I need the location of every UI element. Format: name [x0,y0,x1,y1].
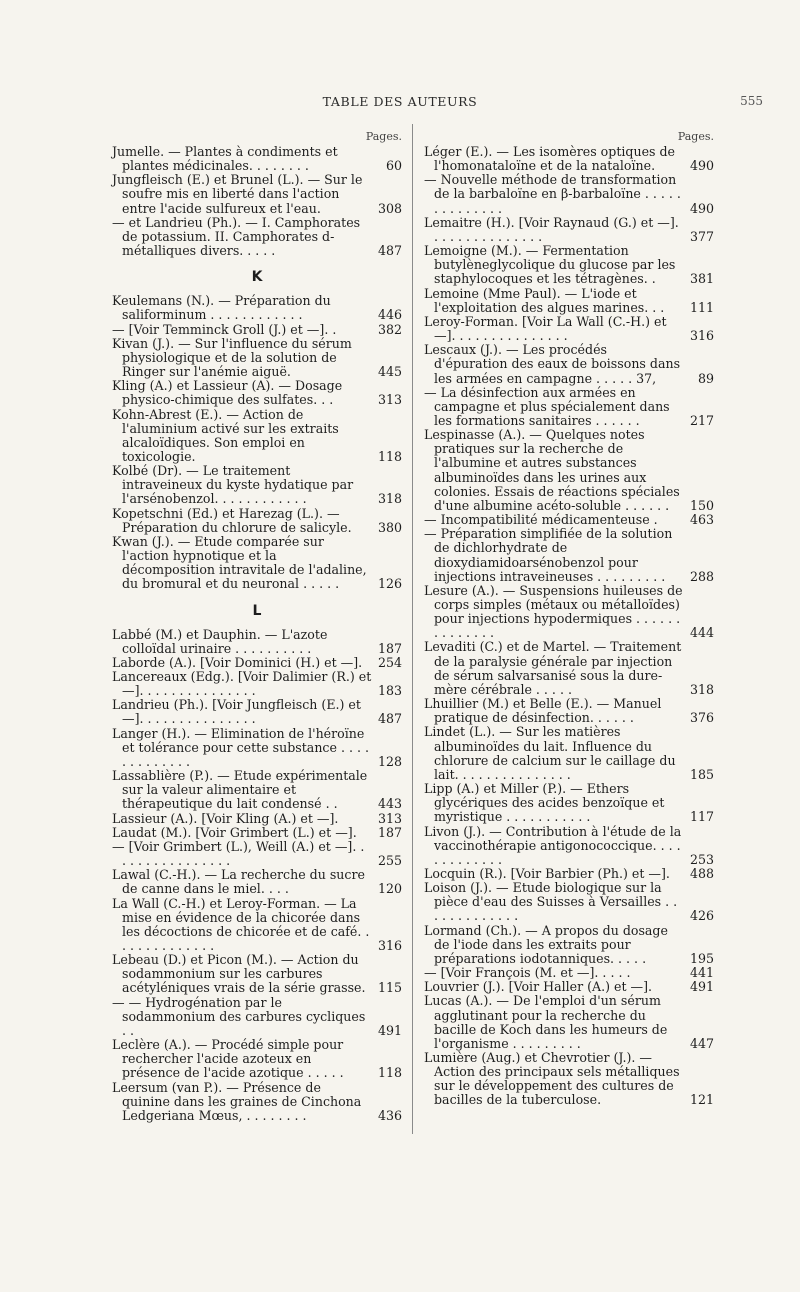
entry-page: 183 [377,683,402,699]
index-entry [424,343,714,385]
entry-page: 217 [689,412,714,428]
index-entry [112,996,402,1038]
entry-page: 60 [385,158,402,174]
entry-text: Loison (J.). — Etude biologique sur la pièce d'eau des Suisses à Versailles . . . . . . . . . . . . . [424,880,678,924]
left-entries [112,145,402,1123]
index-entry [424,287,714,315]
index-entry [112,408,402,465]
page-title: TABLE DES AUTEURS [322,94,478,109]
entry-page: 445 [377,364,402,380]
entry-text: — [Voir François (M. et —]. . . . . [424,965,631,981]
entry-text: — [Voir Grimbert (L.), Weill (A.) et —]. . . . . . . . . . . . . . . . [112,838,365,869]
index-entry [424,924,714,966]
index-entry [424,994,714,1051]
index-entry [112,953,402,995]
entry-page: 426 [689,908,714,924]
index-entry [112,698,402,726]
entry-text: Kivan (J.). — Sur l'influence du sérum physiologique et de la solution de Ringer sur l'anémie aiguë. [112,335,352,380]
entry-text: Lemoine (Mme Paul). — L'iode et l'exploitation des algues marines. . . [424,285,665,315]
entry-page: 118 [377,1065,402,1081]
entry-text: Leersum (van P.). — Présence de quinine dans les graines de Cinchona Ledgeriana Mœus, . . . . . . . . [112,1079,362,1123]
index-entry [424,867,714,881]
entry-page: 254 [377,654,402,670]
index-entry [424,980,714,994]
entry-text: — et Landrieu (Ph.). — I. Camphorates de potassium. II. Camphorates d-métalliques divers. . . . . [112,214,361,259]
index-entry [424,173,714,215]
entry-text: Jungfleisch (E.) et Brunel (L.). — Sur le soufre mis en liberté dans l'action entre l'acide sulfureux et l'eau. [112,172,363,216]
column-divider [412,124,413,1134]
right-entries [424,145,714,1108]
entry-page: 487 [377,711,402,727]
entry-text: — Incompatibilité médicamenteuse . [424,512,658,528]
index-entry [112,464,402,506]
entry-page: 121 [689,1092,714,1108]
index-entry [112,628,402,656]
entry-page: 316 [689,328,714,344]
entry-page: 463 [689,512,714,528]
entry-text: Louvrier (J.). [Voir Haller (A.) et —]. [424,979,653,995]
entry-text: Leclère (A.). — Procédé simple pour rechercher l'acide azoteux en présence de l'acide azotique . . . . . [112,1037,344,1081]
entry-page: 150 [689,497,714,513]
entry-page: 313 [377,810,402,826]
entry-page: 443 [377,796,402,812]
index-entry [112,379,402,407]
index-entry [112,294,402,322]
entry-page: 491 [377,1022,402,1038]
entry-text: Lassablière (P.). — Etude expérimentale sur la valeur alimentaire et thérapeutique du lait condensé . . [112,768,368,812]
entry-page: 488 [689,865,714,881]
entry-text: — Préparation simplifiée de la solution de dichlorhydrate de dioxydiamidoarsénobenzol pour injections intraveineuses . . . . . . . . . [424,526,673,584]
entry-page: 446 [377,307,402,323]
entry-text: Kopetschni (Ed.) et Harezag (L.). — Préparation du chlorure de salicyle. [112,505,352,535]
index-entry [424,513,714,527]
entry-page: 187 [377,640,402,656]
entry-page: 382 [377,321,402,337]
index-entry [424,244,714,286]
entry-page: 120 [377,881,402,897]
index-entry [424,315,714,343]
entry-page: 185 [689,766,714,782]
entry-page: 376 [689,710,714,726]
index-entry [112,1038,402,1080]
entry-page: 115 [377,980,402,996]
index-entry [424,825,714,867]
entry-page: 255 [377,853,402,869]
page-number: 555 [740,94,763,108]
entry-page: 318 [377,491,402,507]
entry-text: Kohn-Abrest (E.). — Action de l'aluminium activé sur les extraits alcaloïdiques. Son emploi en toxicologie. [112,406,339,464]
entry-text: Leroy-Forman. [Voir La Wall (C.-H.) et —]. . . . . . . . . . . . . . . [424,313,667,344]
index-entry [112,337,402,379]
entry-text: — — Hydrogénation par le sodammonium des carbures cycliques . . [112,994,366,1038]
entry-page: 441 [689,965,714,981]
index-entry [424,640,714,697]
entry-page: 444 [689,625,714,641]
entry-text: La Wall (C.-H.) et Leroy-Forman. — La mise en évidence de la chicorée dans les décoctions de chicorée et de café. . . . . . . . . . . . . . [112,895,370,953]
entry-text: — Nouvelle méthode de transformation de la barbaloïne en β-barbaloïne . . . . . . . . . . . . . . [424,172,681,216]
entry-text: Kolbé (Dr). — Le traitement intraveineux du kyste hydatique par l'arsénobenzol. . . . . . . . . . . . [112,463,354,507]
entry-text: Kling (A.) et Lassieur (A). — Dosage physico-chimique des sulfates. . . [112,378,343,408]
entry-page: 381 [689,271,714,287]
entry-text: Lhuillier (M.) et Belle (E.). — Manuel pratique de désinfection. . . . . . [424,696,662,726]
index-entry [112,897,402,954]
entry-text: — La désinfection aux armées en campagne et plus spécialement dans les formations sanitaires . . . . . . [424,384,670,428]
index-entry [424,145,714,173]
entry-text: Lucas (A.). — De l'emploi d'un sérum agglutinant pour la recherche du bacille de Koch dans les humeurs de l'organisme . . . . . . . . . [424,993,668,1051]
entry-page: 128 [377,753,402,769]
entry-text: Laudat (M.). [Voir Grimbert (L.) et —]. [112,824,357,840]
index-entry [424,881,714,923]
index-entry [112,323,402,337]
entry-page: 117 [689,809,714,825]
entry-page: 126 [377,576,402,592]
entry-text: Labbé (M.) et Dauphin. — L'azote colloïdal urinaire . . . . . . . . . . [112,626,328,656]
index-entry [424,527,714,584]
index-entry [112,727,402,769]
entry-text: Jumelle. — Plantes à condiments et plantes médicinales. . . . . . . . [112,144,338,174]
index-entry [424,1051,714,1108]
index-entry [112,656,402,670]
entry-page: 490 [689,200,714,216]
section-letter: K [251,269,263,286]
entry-text: Langer (H.). — Elimination de l'héroïne et tolérance pour cette substance . . . . . . . . . . . . . [112,725,369,769]
index-entry [112,769,402,811]
index-entry [112,826,402,840]
entry-page: 380 [377,519,402,535]
entry-text: Locquin (R.). [Voir Barbier (Ph.) et —]. [424,865,670,881]
entry-page: 111 [689,299,714,315]
entry-text: Lemoigne (M.). — Fermentation butylèneglycolique du glucose par les staphylocoques et les tétragènes. . [424,243,676,287]
entry-page: 308 [377,200,402,216]
entry-text: Lebeau (D.) et Picon (M.). — Action du sodammonium sur les carbures acétyléniques vrais de la série grasse. [112,952,366,996]
entry-page: 318 [689,681,714,697]
entry-text: Lescaux (J.). — Les procédés d'épuration des eaux de boissons dans les armées en campagne . . . . . 37, [424,342,681,386]
index-entry [424,966,714,980]
entry-text: Lumière (Aug.) et Chevrotier (J.). — Action des principaux sels métalliques sur le développement des cultures de bacilles de la tuberculose. [424,1050,680,1108]
entry-text: Lormand (Ch.). — A propos du dosage de l'iode dans les extraits pour préparations iodotanniques. . . . . [424,922,668,966]
index-entry [424,697,714,725]
entry-text: Lawal (C.-H.). — La recherche du sucre de canne dans le miel. . . . [112,867,365,897]
index-entry [112,216,402,258]
index-entry [424,725,714,782]
entry-page: 487 [377,243,402,259]
pages-label: Pages. [677,130,714,143]
index-entry [424,428,714,513]
entry-text: Lassieur (A.). [Voir Kling (A.) et —]. [112,810,339,826]
entry-page: 288 [689,568,714,584]
entry-text: — [Voir Temminck Groll (J.) et —]. . [112,321,337,337]
entry-page: 490 [689,158,714,174]
index-entry [424,782,714,824]
entry-text: Léger (E.). — Les isomères optiques de l'homonataloïne et de la nataloïne. [424,144,676,174]
entry-text: Kwan (J.). — Etude comparée sur l'action hypnotique et la décomposition intravitale de l'adaline, du bromural et du neuronal . . . . . [112,533,367,592]
pages-label: Pages. [365,130,402,143]
entry-text: Lancereaux (Edg.). [Voir Dalimier (R.) et —]. . . . . . . . . . . . . . . [112,669,372,699]
index-entry [112,840,402,868]
entry-text: Lesure (A.). — Suspensions huileuses de corps simples (métaux ou métalloïdes) pour injections hypodermiques . . . . . . . . . . . . . . [424,582,683,641]
index-entry [112,1081,402,1123]
entry-text: Levaditi (C.) et de Martel. — Traitement de la paralysie générale par injection de sérum salvarsanisé sous la dure-mère cérébrale . . . . . [424,639,682,697]
index-entry [112,812,402,826]
entry-page: 89 [697,370,714,386]
entry-page: 313 [377,392,402,408]
entry-page: 316 [377,937,402,953]
index-entry [112,670,402,698]
entry-page: 377 [689,228,714,244]
index-entry [112,535,402,592]
entry-text: Lipp (A.) et Miller (P.). — Ethers glycériques des acides benzoïque et myristique . . . . . . . . . . . [424,781,665,825]
entry-text: Laborde (A.). [Voir Dominici (H.) et —]. [112,654,363,670]
entry-page: 187 [377,824,402,840]
entry-page: 195 [689,950,714,966]
index-entry [112,173,402,215]
index-entry [424,386,714,428]
entry-page: 447 [689,1035,714,1051]
left-column [112,130,402,1123]
index-entry [112,868,402,896]
entry-text: Keulemans (N.). — Préparation du saliforminum . . . . . . . . . . . . [112,293,331,323]
entry-page: 253 [689,851,714,867]
right-column [424,130,714,1108]
entry-text: Lemaitre (H.). [Voir Raynaud (G.) et —]. . . . . . . . . . . . . . . [424,214,679,244]
entry-page: 491 [689,979,714,995]
section-letter: L [252,602,262,619]
index-entry [424,584,714,641]
entry-text: Landrieu (Ph.). [Voir Jungfleisch (E.) et —]. . . . . . . . . . . . . . . [112,697,361,727]
entry-page: 118 [377,448,402,464]
entry-text: Livon (J.). — Contribution à l'étude de la vaccinothérapie antigonococcique. . . . . . . . . . . . . [424,823,682,867]
index-entry [112,507,402,535]
entry-page: 436 [377,1107,402,1123]
index-entry [424,216,714,244]
index-entry [112,145,402,173]
entry-text: Lespinasse (A.). — Quelques notes pratiques sur la recherche de l'albumine et autres substances albuminoïdes dans les urines aux colonies. Essais de réactions spéciales d'une albumine acéto-soluble . . . . . . [424,427,680,513]
entry-text: Lindet (L.). — Sur les matières albuminoïdes du lait. Influence du chlorure de calcium sur le caillage du lait. . . . . . . . . . . . . . . [424,724,676,782]
